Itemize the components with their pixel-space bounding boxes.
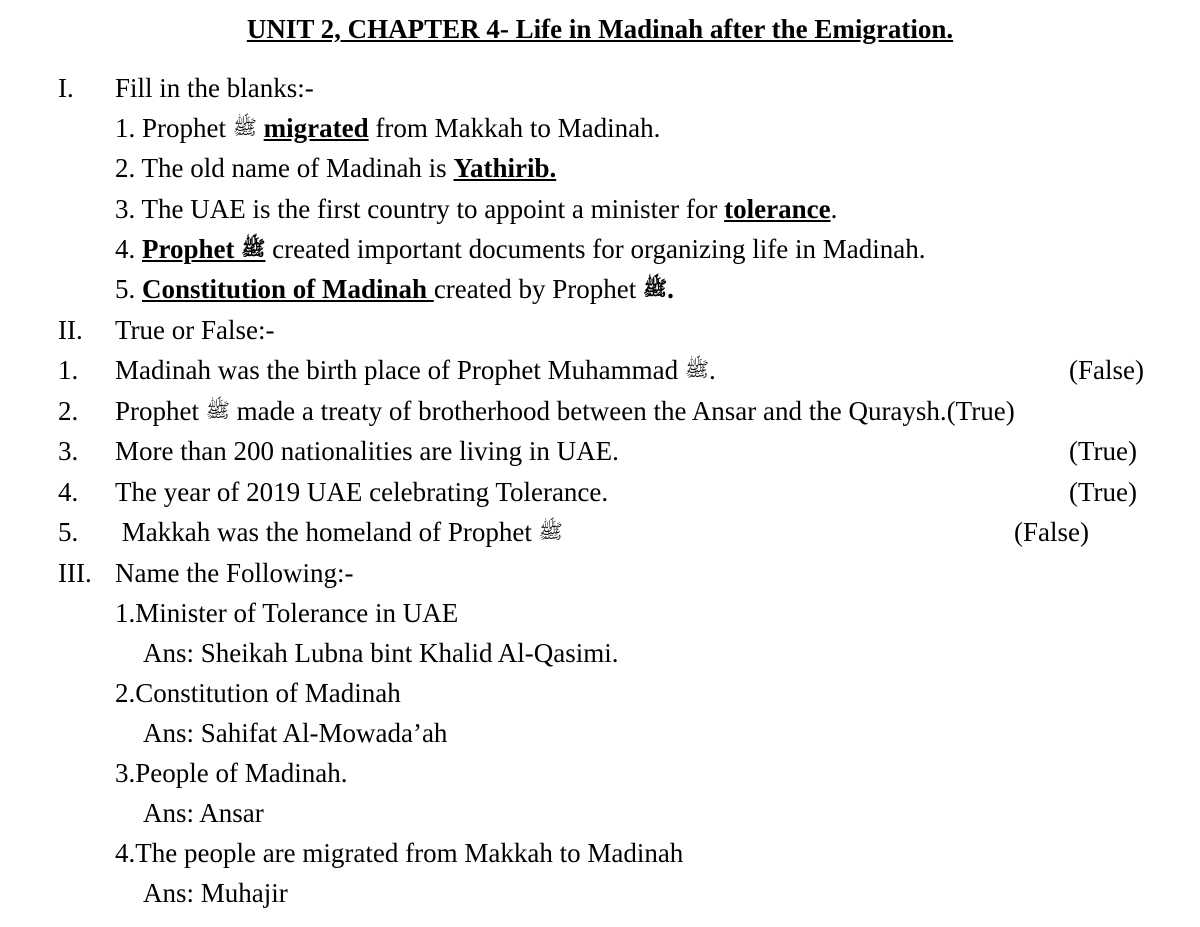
name-item-1-answer: Ans: Sheikah Lubna bint Khalid Al-Qasimi. — [143, 638, 619, 668]
item-text: Madinah was the birth place of Prophet Muhammad — [115, 355, 685, 385]
item-number: 1. — [58, 355, 79, 385]
true-false-answer: (True) — [946, 396, 1015, 426]
item-text-end: created important documents for organizing life in Madinah. — [265, 234, 926, 264]
name-item-4-answer: Ans: Muhajir — [143, 878, 288, 908]
fill-blank-item-5: 5. Constitution of Madinah created by Prophet ﷺ. — [115, 274, 674, 304]
item-number: 2. — [115, 678, 136, 708]
fill-blank-item-2 — [115, 152, 556, 184]
pbuh-icon: ﷺ — [684, 359, 710, 381]
item-text: The UAE is the first country to appoint a minister for — [141, 194, 725, 224]
answer-key: Yathirib. — [453, 153, 557, 183]
item-question: Constitution of Madinah — [135, 678, 401, 708]
item-question: The people are migrated from Makkah to Madinah — [135, 838, 684, 868]
section-2-heading: True or False:- — [115, 315, 275, 345]
item-question: Minister of Tolerance in UAE — [135, 598, 459, 628]
section-1-numeral: I. — [58, 73, 74, 103]
item-number: 3. — [58, 436, 79, 466]
item-number: 4. — [115, 838, 136, 868]
item-text: Makkah was the homeland of Prophet — [115, 517, 539, 547]
true-false-answer: (True) — [1069, 436, 1138, 466]
item-text: The year of 2019 UAE celebrating Tolerance. — [115, 477, 609, 507]
pbuh-icon: ﷺ — [232, 117, 257, 139]
item-number: 4. — [58, 477, 79, 507]
answer-key-text: Prophet — [142, 234, 242, 264]
item-text: Prophet — [115, 396, 206, 426]
item-number: 3. — [115, 194, 136, 224]
pbuh-icon: ﷺ — [538, 521, 563, 543]
item-question: People of Madinah. — [135, 758, 348, 788]
answer-key: Constitution of Madinah — [142, 274, 434, 304]
item-text-end: . — [830, 194, 838, 224]
name-item-2-answer: Ans: Sahifat Al-Mowada’ah — [143, 718, 448, 748]
item-number: 2. — [58, 396, 79, 426]
item-number: 3. — [115, 758, 136, 788]
true-false-answer: (True) — [1069, 477, 1138, 507]
section-2-numeral: II. — [58, 315, 83, 345]
name-item-1-question — [115, 597, 458, 629]
pbuh-icon: ﷺ — [205, 400, 230, 422]
fill-blank-item-3 — [115, 193, 837, 225]
fill-blank-item-1 — [115, 112, 660, 144]
true-false-answer: (False) — [1014, 517, 1089, 547]
item-number: 1. — [115, 598, 136, 628]
section-3-heading: Name the Following:- — [115, 558, 354, 588]
true-false-answer: (False) — [1069, 355, 1144, 385]
name-item-3-answer: Ans: Ansar — [143, 798, 264, 828]
answer-key — [142, 234, 265, 264]
item-text: The old name of Madinah is — [141, 153, 454, 183]
name-item-4-question — [115, 837, 683, 869]
item-number: 4. — [115, 234, 136, 264]
item-text-end: . — [709, 355, 716, 385]
item-number: 5. — [115, 274, 136, 304]
item-text-end: from Makkah to Madinah. — [368, 113, 661, 143]
name-item-3-question — [115, 757, 347, 789]
page-title: UNIT 2, CHAPTER 4- Life in Madinah after the Emigration. — [246, 14, 954, 44]
fill-blank-item-4 — [115, 233, 925, 265]
section-1-heading: Fill in the blanks:- — [115, 73, 314, 103]
item-text-end: created by Prophet — [433, 274, 643, 304]
answer-key: tolerance — [724, 194, 831, 224]
item-text: More than 200 nationalities are living in UAE. — [115, 436, 619, 466]
answer-key: migrated — [263, 113, 369, 143]
item-number: 1. — [115, 113, 136, 143]
item-text: Prophet — [142, 113, 233, 143]
section-3-numeral: III. — [58, 558, 92, 588]
item-text-end: made a treaty of brotherhood between the Ansar and the Quraysh. — [229, 396, 947, 426]
name-item-2-question — [115, 677, 401, 709]
pbuh-icon: ﷺ — [241, 238, 266, 260]
pbuh-icon: ﷺ — [642, 278, 668, 300]
item-number: 2. — [115, 153, 136, 183]
item-number: 5. — [58, 517, 79, 547]
